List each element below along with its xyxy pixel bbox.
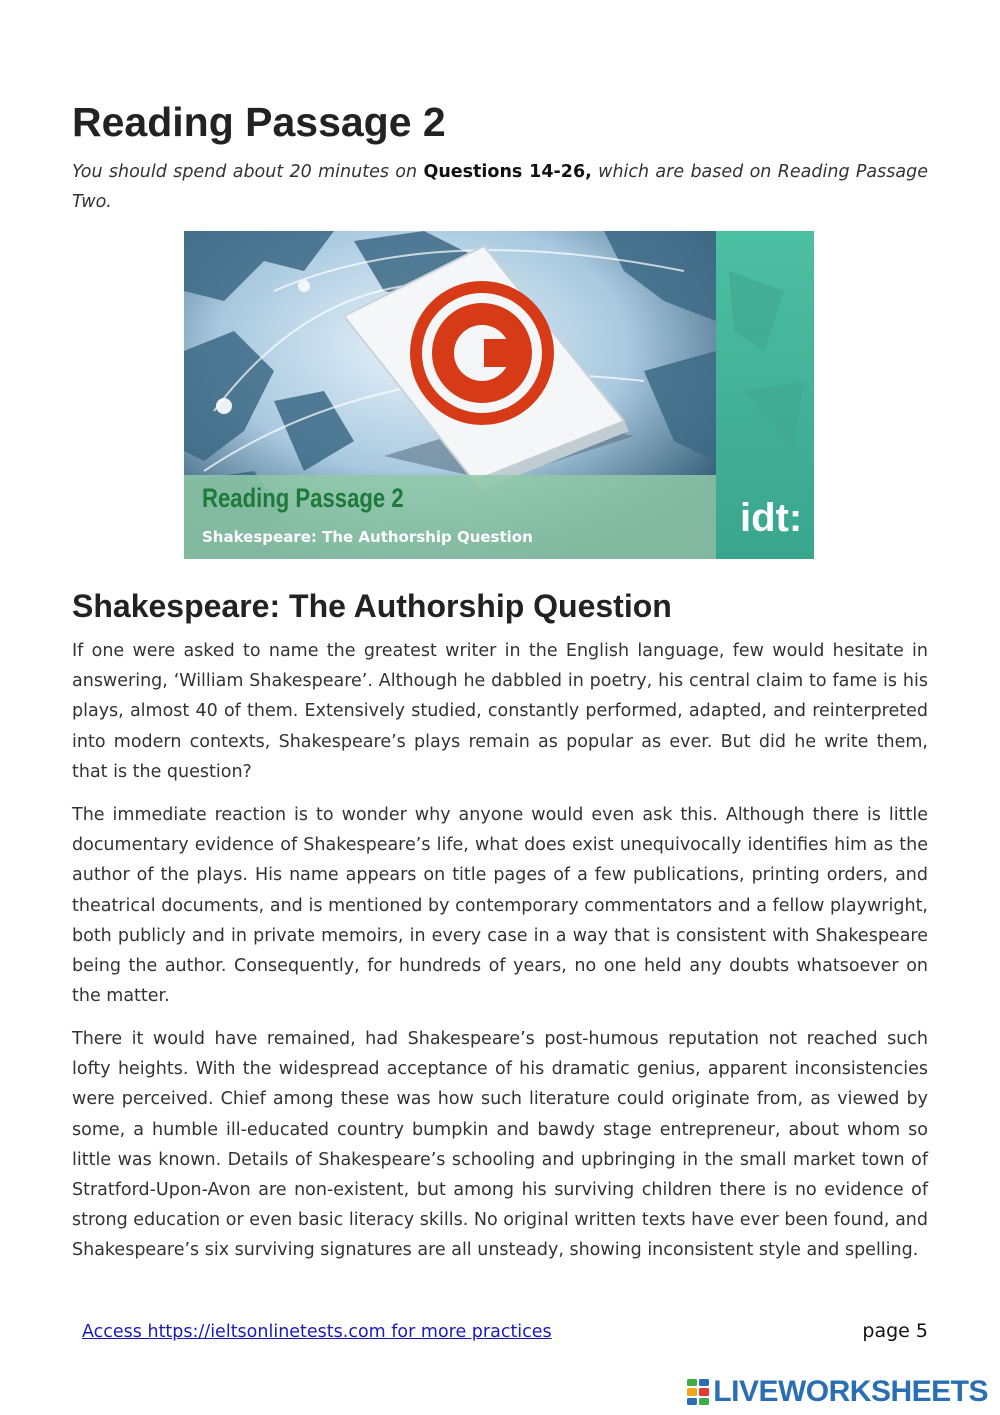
paragraph-3: There it would have remained, had Shakespeare’s post-humous reputation not reached such lofty heights. With the widespread acceptance of his dramatic genius, apparent inconsistencies were perceived. Chief among these was how such literature could originate from, as viewed by some, a humble ill-educated country bumpkin and bawdy stage entrepreneur, about whom so little was known. Details of Shakespeare’s schooling and upbringing in the small market town of Stratford-Upon-Avon are non-existent, but among his surviving children there is no evidence of strong education or even basic literacy skills. No original written texts have ever been found, and Shakespeare’s six surviving signatures are all unsteady, showing inconsistent style and spelling. xyxy=(72,1029,928,1261)
instructions-text-before: You should spend about 20 minutes on xyxy=(72,162,424,182)
instructions-questions-range: Questions 14-26, xyxy=(423,162,592,182)
liveworksheets-blocks-icon xyxy=(687,1379,709,1405)
banner-image xyxy=(184,231,814,559)
banner-subtitle: Shakespeare: The Authorship Question xyxy=(202,528,533,546)
banner-heading: Reading Passage 2 xyxy=(202,484,404,514)
banner-logo: idt: xyxy=(740,496,803,540)
footer-practice-link[interactable]: Access https://ieltsonlinetests.com for more practices xyxy=(82,1322,552,1342)
paragraph-2: The immediate reaction is to wonder why anyone would even ask this. Although there is little documentary evidence of Shakespeare’s life, what does exist unequivocally identifies him as the author of the plays. His name appears on title pages of a few publications, printing orders, and theatrical documents, and is mentioned by contemporary commentators and a fellow playwright, both publicly and in private memoirs, in every case in a way that is consistent with Shakespeare being the author. Consequently, for hundreds of years, no one held any doubts whatsoever on the matter. xyxy=(72,805,928,1007)
instructions-text-after: which are based on Reading Passage Two. xyxy=(72,162,928,212)
page-number: page 5 xyxy=(862,1320,928,1342)
liveworksheets-wordmark: LIVEWORKSHEETS xyxy=(713,1375,988,1408)
liveworksheets-logo xyxy=(687,1376,988,1408)
page-title: Reading Passage 2 xyxy=(72,99,446,145)
instructions xyxy=(72,157,928,217)
article-title: Shakespeare: The Authorship Question xyxy=(72,588,672,624)
paragraph-1: If one were asked to name the greatest writer in the English language, few would hesitate in answering, ‘William Shakespeare’. Although he dabbled in poetry, his central claim to fame is his plays, almost 40 of them. Extensively studied, constantly performed, adapted, and reinterpreted into modern contexts, Shakespeare’s plays remain as popular as ever. But did he write them, that is the question? xyxy=(72,641,928,782)
banner-illustration xyxy=(184,231,814,559)
